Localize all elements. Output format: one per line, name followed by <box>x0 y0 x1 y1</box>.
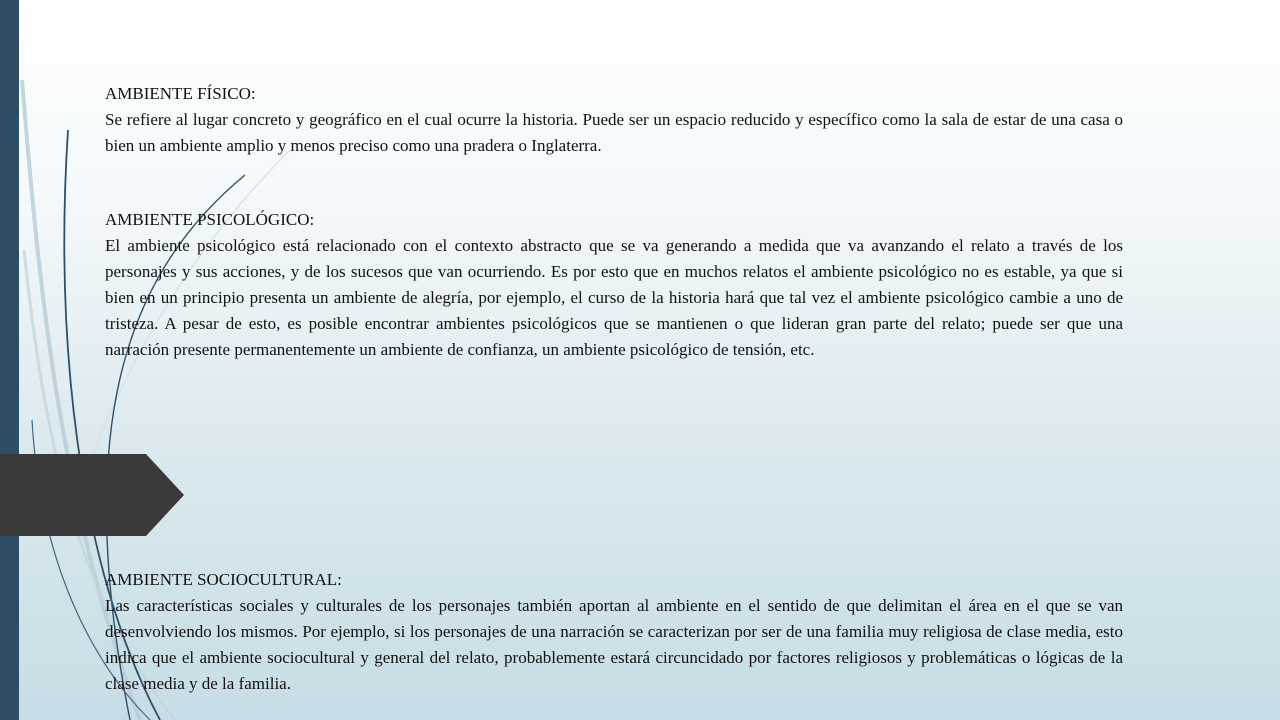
arrow-tab-shape <box>0 454 184 536</box>
body-ambiente-fisico: Se refiere al lugar concreto y geográfico en el cual ocurre la historia. Puede ser un espacio reducido y específico como la sala de estar de una casa o bien un ambiente amplio y menos preciso como una pradera o Inglaterra. <box>105 110 1123 155</box>
heading-ambiente-sociocultural: AMBIENTE SOCIOCULTURAL: <box>105 570 342 589</box>
body-ambiente-sociocultural: Las características sociales y culturales de los personajes también aportan al ambiente en el sentido de que delimitan el área en el que se van desenvolviendo los mismos. Por ejemplo, si los personajes de una narración se caracterizan por ser de una familia muy religiosa de clase media, esto indica que el ambiente sociocultural y general del relato, probablemente estará circuncidado por factores religiosos y problemáticas o lógicas de la clase media y de la familia. <box>105 596 1123 693</box>
heading-ambiente-psicologico: AMBIENTE PSICOLÓGICO: <box>105 210 315 229</box>
section-ambiente-psicologico <box>105 207 1123 363</box>
body-ambiente-psicologico: El ambiente psicológico está relacionado con el contexto abstracto que se va generando a medida que va avanzando el relato a través de los personajes y sus acciones, y de los sucesos que van ocurriendo. Es por esto que en muchos relatos el ambiente psicológico no es estable, ya que si bien en un principio presenta un ambiente de alegría, por ejemplo, el curso de la historia hará que tal vez el ambiente psicológico cambie a uno de tristeza. A pesar de esto, es posible encontrar ambientes psicológicos que se mantienen o que lideran gran parte del relato; puede ser que una narración presente permanentemente un ambiente de confianza, un ambiente psicológico de tensión, etc. <box>105 236 1123 359</box>
section-ambiente-sociocultural <box>105 567 1123 697</box>
heading-ambiente-fisico: AMBIENTE FÍSICO: <box>105 84 256 103</box>
section-ambiente-fisico <box>105 81 1123 159</box>
